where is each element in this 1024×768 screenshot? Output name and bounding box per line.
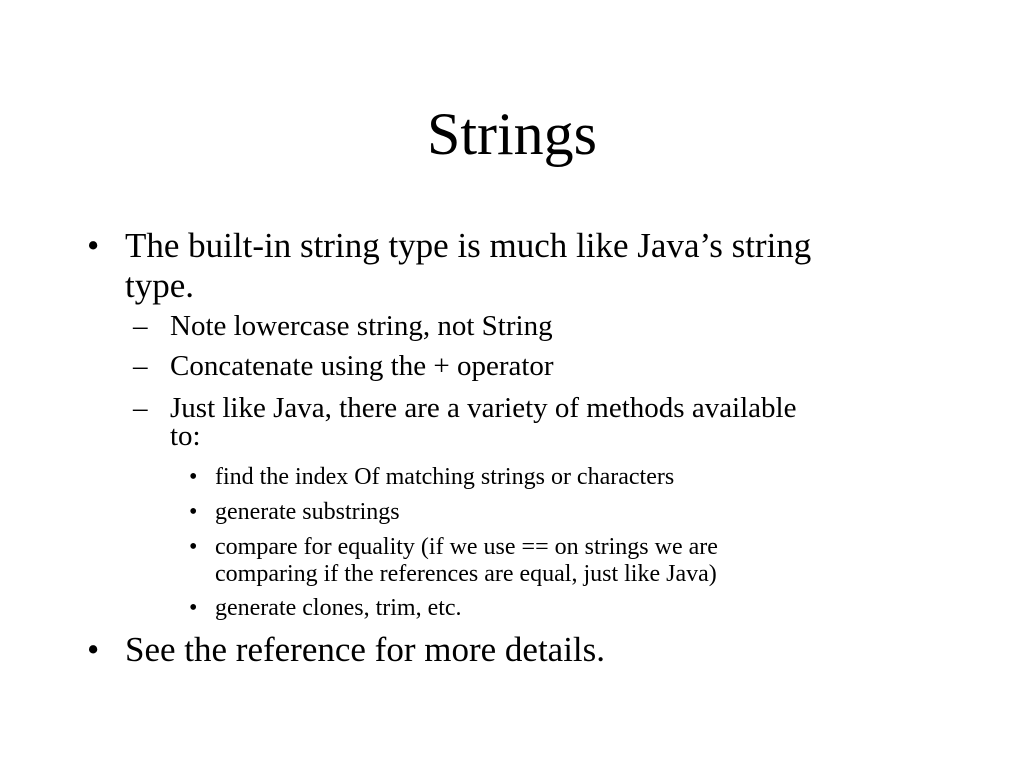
sub-bullet-text-line: Just like Java, there are a variety of methods available [170, 392, 797, 424]
sub-sub-bullet-text-line: compare for equality (if we use == on strings we are [215, 534, 718, 560]
sub-sub-bullet-text-line: generate substrings [215, 499, 400, 525]
bullet-marker: • [189, 499, 198, 525]
sub-bullet-text [170, 349, 554, 383]
sub-bullet-text [170, 309, 553, 343]
sub-bullet-text [170, 391, 796, 453]
sub-sub-bullet-text [215, 464, 674, 491]
sub-sub-bullet-text [215, 534, 718, 588]
bullet-text-line: type. [125, 266, 195, 305]
bullet-marker: • [189, 464, 198, 490]
sub-sub-bullet-text-line: generate clones, trim, etc. [215, 595, 462, 621]
bullet-marker: • [87, 226, 100, 265]
sub-sub-bullet-text-line: find the index Of matching strings or characters [215, 464, 675, 490]
bullet-text [125, 630, 605, 670]
sub-sub-bullet-text-line: comparing if the references are equal, just like Java) [215, 561, 717, 587]
bullet-text-line: The built-in string type is much like Java’s string [125, 226, 812, 265]
sub-sub-bullet-text [215, 499, 400, 526]
sub-bullet-text-line: to: [170, 420, 201, 452]
sub-sub-bullet-text [215, 595, 462, 622]
sub-bullet-text-line: Concatenate using the + operator [170, 350, 554, 382]
dash-marker: – [133, 392, 148, 424]
dash-marker: – [133, 350, 148, 382]
slide-title: Strings [426, 101, 598, 167]
sub-bullet-text-line: Note lowercase string, not String [170, 310, 553, 342]
bullet-marker: • [189, 595, 198, 621]
dash-marker: – [133, 310, 148, 342]
bullet-marker: • [87, 630, 100, 669]
bullet-marker: • [189, 534, 198, 560]
bullet-text [125, 226, 811, 306]
bullet-text-line: See the reference for more details. [125, 630, 606, 669]
